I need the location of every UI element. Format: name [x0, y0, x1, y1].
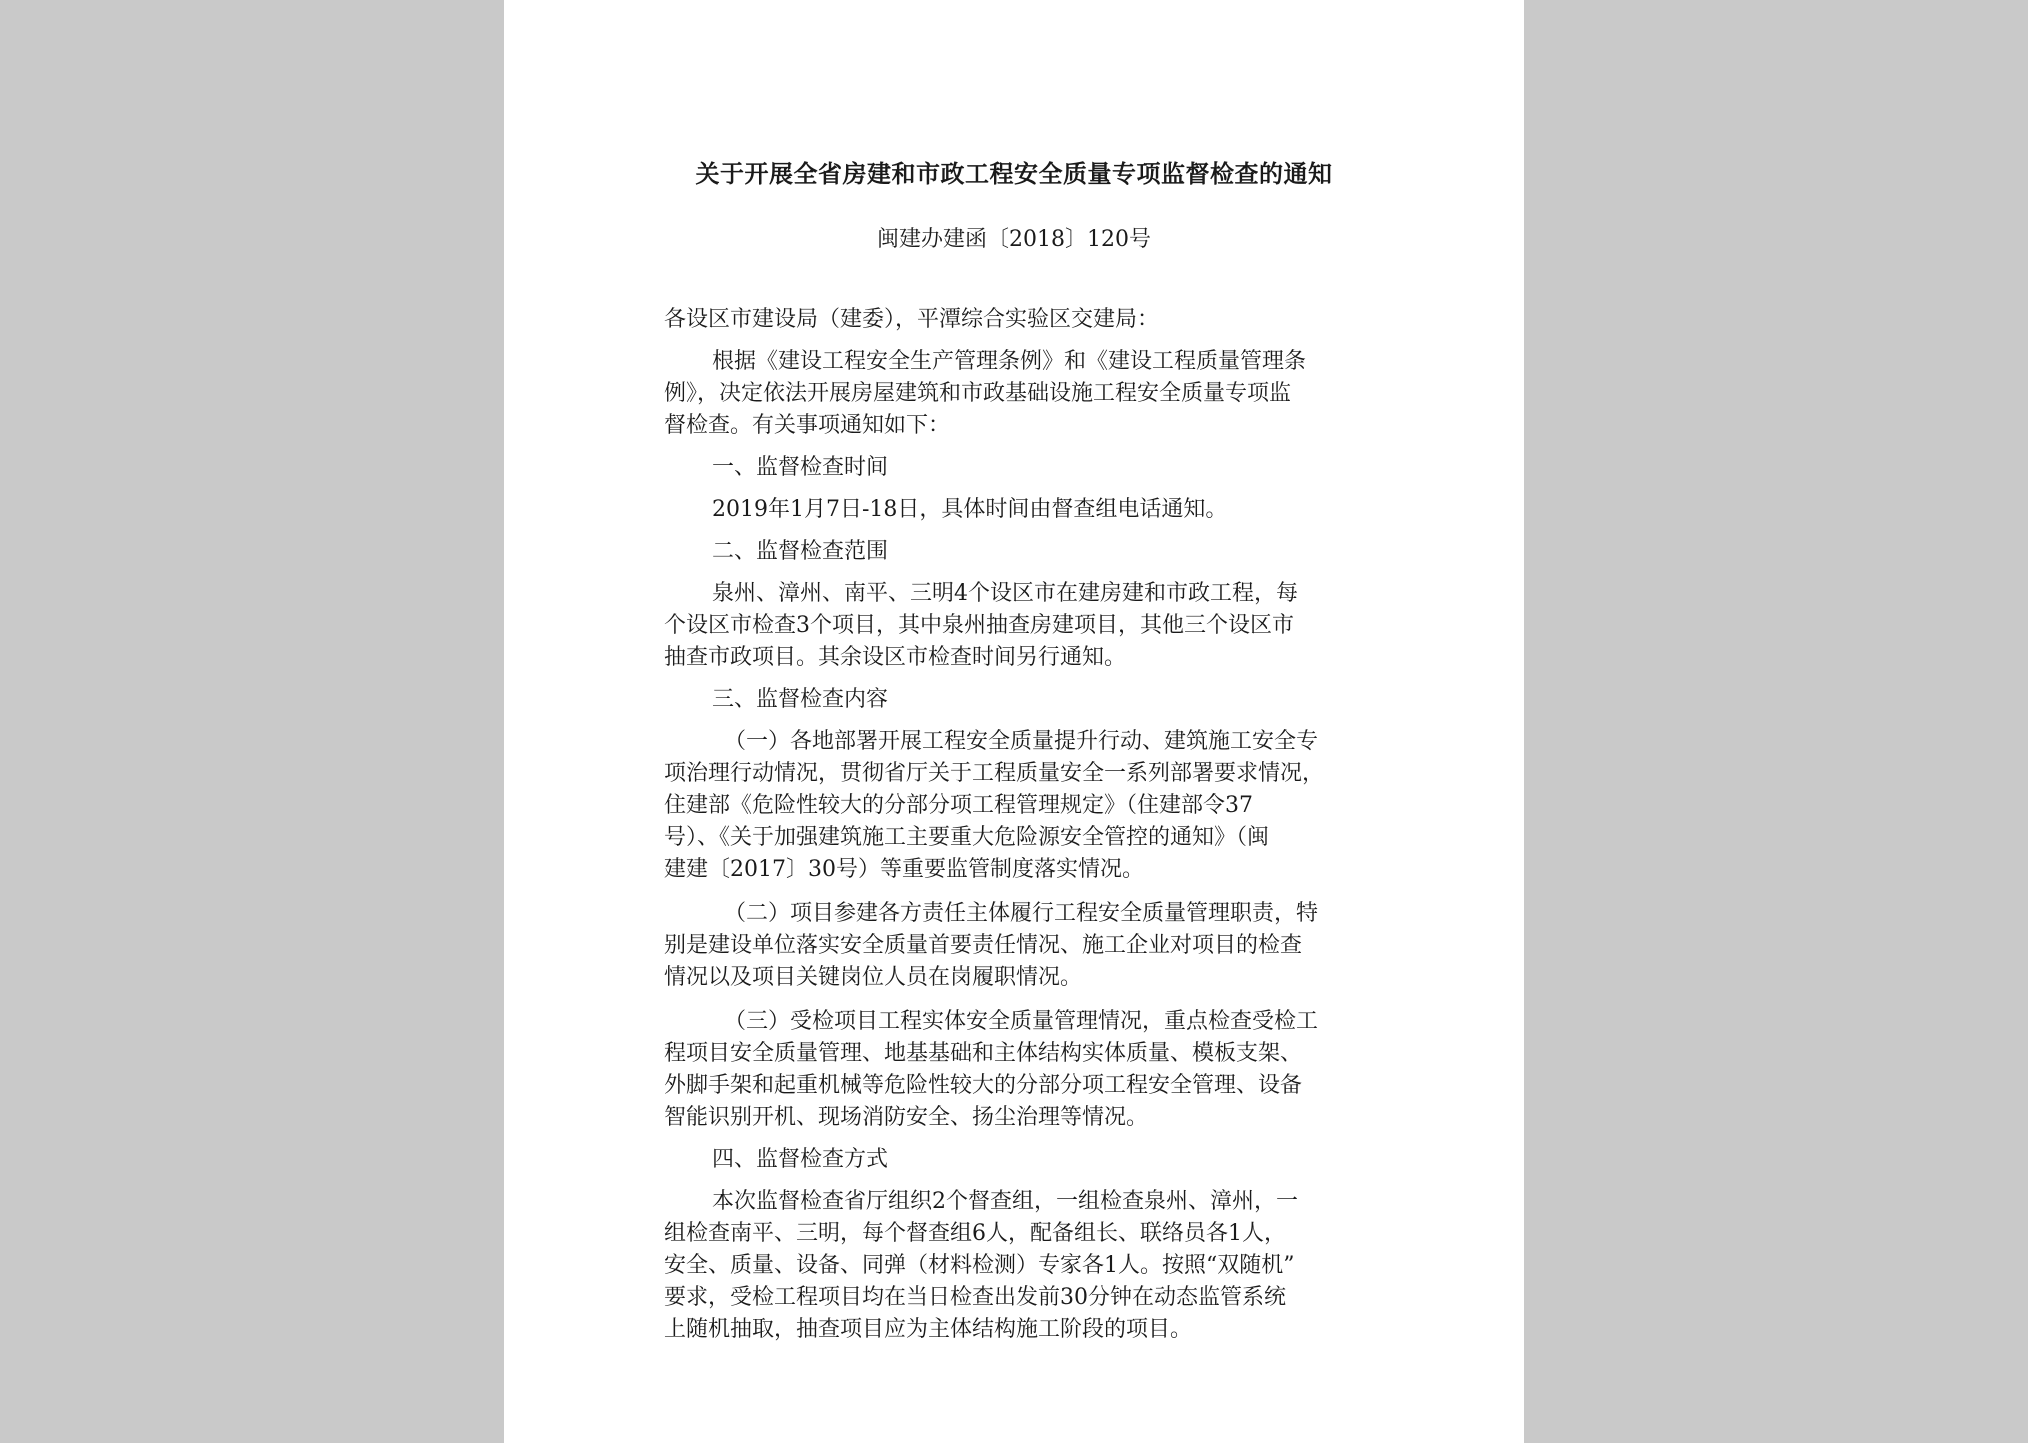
method-line: 上随机抽取，抽查项目应为主体结构施工阶段的项目。	[664, 1317, 1193, 1342]
section-text-time: 2019年1月7日-18日，具体时间由督查组电话通知。	[712, 497, 1228, 522]
item1-line: 住建部《危险性较大的分部分项工程管理规定》（住建部令37	[664, 793, 1253, 818]
item1-line: 项治理行动情况，贯彻省厅关于工程质量安全一系列部署要求情况，	[664, 761, 1325, 786]
document-body	[664, 304, 1384, 1346]
section-heading-content: 三、监督检查内容	[712, 687, 889, 712]
item3-line: 程项目安全质量管理、地基基础和主体结构实体质量、模板支架、	[664, 1041, 1303, 1066]
section-heading-method: 四、监督检查方式	[712, 1147, 889, 1172]
document-page	[504, 0, 1524, 1443]
item2-line: 情况以及项目关键岗位人员在岗履职情况。	[664, 965, 1083, 990]
method-line: 要求，受检工程项目均在当日检查出发前30分钟在动态监管系统	[664, 1285, 1286, 1310]
section-heading-scope: 二、监督检查范围	[712, 539, 889, 564]
intro-line: 根据《建设工程安全生产管理条例》和《建设工程质量管理条	[712, 349, 1307, 374]
item1-line: 建建〔2017〕30号）等重要监管制度落实情况。	[664, 857, 1144, 882]
item3-line: （三）受检项目工程实体安全质量管理情况，重点检查受检工	[724, 1009, 1319, 1034]
item2-line: 别是建设单位落实安全质量首要责任情况、施工企业对项目的检查	[664, 933, 1303, 958]
salutation: 各设区市建设局（建委），平潭综合实验区交建局：	[664, 307, 1160, 332]
scope-line: 泉州、漳州、南平、三明4个设区市在建房建和市政工程，每	[712, 581, 1298, 606]
item1-line: 号）、《关于加强建筑施工主要重大危险源安全管控的通知》（闽	[664, 825, 1270, 850]
method-line: 安全、质量、设备、同弹（材料检测）专家各1人。按照“双随机”	[664, 1253, 1295, 1278]
item1-line: （一）各地部署开展工程安全质量提升行动、建筑施工安全专	[724, 729, 1319, 754]
document-number: 闽建办建函〔2018〕120号	[877, 227, 1151, 252]
section-heading-time: 一、监督检查时间	[712, 455, 889, 480]
intro-line: 例》，决定依法开展房屋建筑和市政基础设施工程安全质量专项监	[664, 381, 1292, 406]
item2-line: （二）项目参建各方责任主体履行工程安全质量管理职责，特	[724, 901, 1319, 926]
item3-line: 外脚手架和起重机械等危险性较大的分部分项工程安全管理、设备	[664, 1073, 1303, 1098]
method-line: 组检查南平、三明，每个督查组6人，配备组长、联络员各1人，	[664, 1221, 1286, 1246]
document-title: 关于开展全省房建和市政工程安全质量专项监督检查的通知	[695, 160, 1333, 188]
scope-line: 个设区市检查3个项目，其中泉州抽查房建项目，其他三个设区市	[664, 613, 1294, 638]
method-line: 本次监督检查省厅组织2个督查组，一组检查泉州、漳州，一	[712, 1189, 1298, 1214]
intro-line: 督检查。有关事项通知如下：	[664, 413, 951, 438]
scope-line: 抽查市政项目。其余设区市检查时间另行通知。	[664, 645, 1127, 670]
item3-line: 智能识别开机、现场消防安全、扬尘治理等情况。	[664, 1105, 1149, 1130]
